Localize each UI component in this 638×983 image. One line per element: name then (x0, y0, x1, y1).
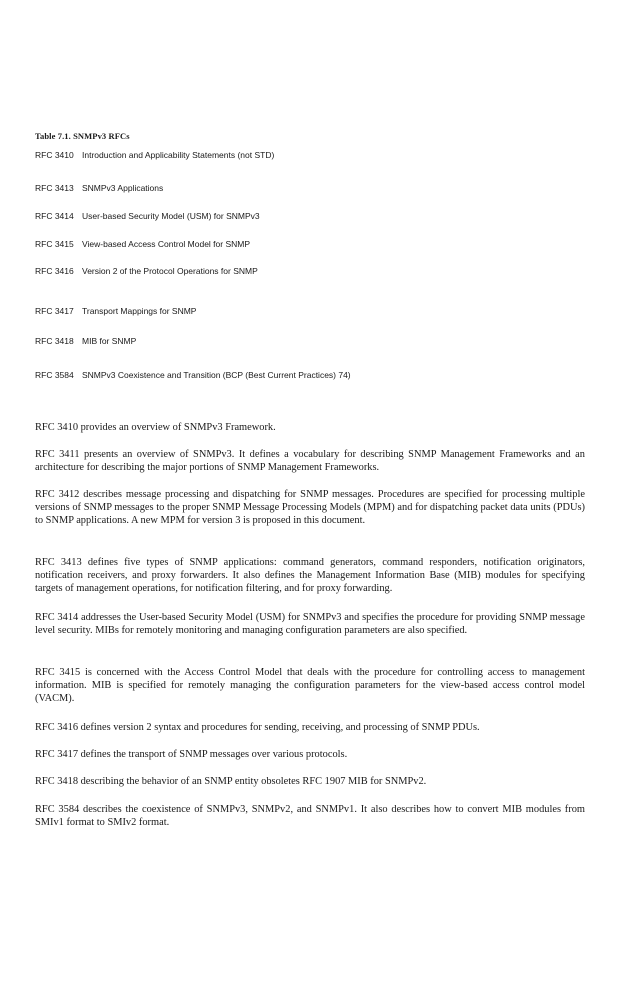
rfc-number: RFC 3418 (35, 336, 74, 346)
paragraph-rfc3584: RFC 3584 describes the coexistence of SNMPv3, SNMPv2, and SNMPv1. It also describes how to convert MIB modules from SMIv1 format to SMIv2 format. (35, 804, 585, 829)
rfc-number: RFC 3413 (35, 183, 74, 193)
rfc-number: RFC 3415 (35, 239, 74, 249)
paragraph-rfc3418: RFC 3418 describing the behavior of an SNMP entity obsoletes RFC 1907 MIB for SNMPv2. (35, 776, 427, 787)
rfc-title: User-based Security Model (USM) for SNMPv3 (82, 211, 260, 221)
paragraph-rfc3417: RFC 3417 defines the transport of SNMP messages over various protocols. (35, 749, 348, 760)
rfc-number: RFC 3417 (35, 306, 74, 316)
rfc-title: View-based Access Control Model for SNMP (82, 239, 251, 249)
rfc-title: Transport Mappings for SNMP (82, 306, 197, 316)
rfc-title: Introduction and Applicability Statements (not STD) (82, 150, 275, 160)
rfc-title: SNMPv3 Coexistence and Transition (BCP (Best Current Practices) 74) (82, 370, 351, 380)
paragraph-rfc3410: RFC 3410 provides an overview of SNMPv3 Framework. (35, 422, 276, 433)
rfc-number: RFC 3416 (35, 266, 74, 276)
rfc-title: MIB for SNMP (82, 336, 137, 346)
table-caption: Table 7.1. SNMPv3 RFCs (35, 131, 130, 141)
paragraph-rfc3411: RFC 3411 presents an overview of SNMPv3. It defines a vocabulary for describing SNMP Management Frameworks and an architecture for describing the major portions of SNMP Management Frameworks. (35, 449, 585, 474)
rfc-number: RFC 3414 (35, 211, 74, 221)
paragraph-rfc3416: RFC 3416 defines version 2 syntax and procedures for sending, receiving, and processing of SNMP PDUs. (35, 722, 480, 733)
paragraph-rfc3415: RFC 3415 is concerned with the Access Control Model that deals with the procedure for controlling access to management information. MIB is specified for remotely managing the configuration parameters for the view-based access control model (VACM). (35, 667, 585, 705)
paragraph-rfc3414: RFC 3414 addresses the User-based Security Model (USM) for SNMPv3 and specifies the procedure for providing SNMP message level security. MIBs for remotely monitoring and managing configuration parameters are also specified. (35, 612, 585, 637)
paragraph-rfc3412: RFC 3412 describes message processing and dispatching for SNMP messages. Procedures are specified for processing multiple versions of SNMP messages to the proper SNMP Message Processing Models (MPM) and for dispatching packet data units (PDUs) to SNMP applications. A new MPM for version 3 is proposed in this document. (35, 489, 585, 527)
rfc-title: SNMPv3 Applications (82, 183, 164, 193)
rfc-title: Version 2 of the Protocol Operations for SNMP (82, 266, 258, 276)
paragraph-rfc3413: RFC 3413 defines five types of SNMP applications: command generators, command responders, notification originators, notification receivers, and proxy forwarders. It also defines the Management Information Base (MIB) modules for specifying targets of management operations, for notification filtering, and for proxy forwarding. (35, 557, 585, 595)
rfc-number: RFC 3584 (35, 370, 74, 380)
rfc-number: RFC 3410 (35, 150, 74, 160)
